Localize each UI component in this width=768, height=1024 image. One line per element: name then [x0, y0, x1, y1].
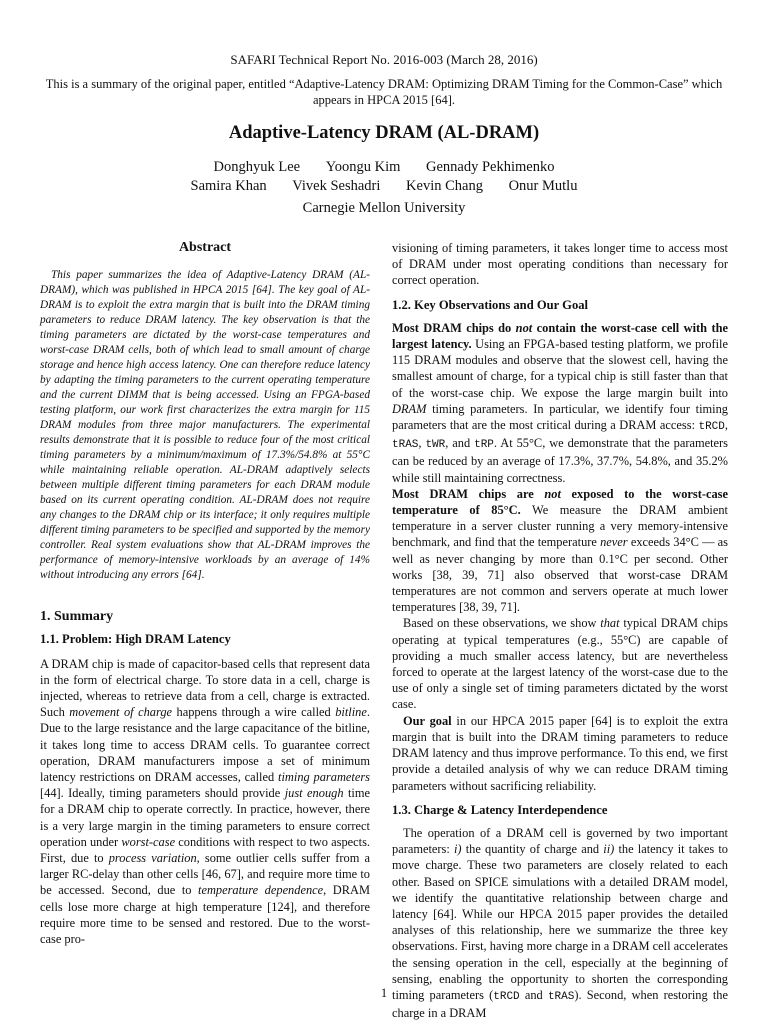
author: Yoongu Kim — [325, 159, 401, 175]
body-paragraph: Based on these observations, we show that typical DRAM chips operating at typical temperatures (e.g., 55°C) are capable of providing a much smaller access latency, but are nevertheless forced to operate at the largest latency of the worst-case due to the use of only a single set of timing parameters dictated by the worst case. — [392, 616, 728, 712]
abstract-heading: Abstract — [178, 240, 232, 255]
abstract-text: This paper summarizes the idea of Adaptive-Latency DRAM (AL-DRAM), which was published in HPCA 2015 [64]. The key goal of AL-DRAM is to exploit the extra margin that is built into the DRAM timing parameters to reduce DRAM latency. The key observation is that the timing parameters are dictated by the worst-case temperatures and worst-case DRAM cells, both of which lead to small amount of charge storage and hence high access latency. One can therefore reduce latency by adapting the timing parameters to the current operating temperature and the current DIMM that is being accessed. Using an FPGA-based testing platform, our work first characterizes the extra margin for 115 DRAM modules from three major manufacturers. The experimental results demonstrate that it is possible to reduce four of the most critical timing parameters by a minimum/maximum of 17.3%/54.8% at 55°C while maintaining reliable operation. AL-DRAM adaptively selects between multiple different timing parameters for each DRAM module based on its current operating condition. AL-DRAM does not require any changes to the DRAM chip or its interface; it only requires multiple different timing parameters to be specified and supported by the memory controller. Real system evaluations show that AL-DRAM improves the performance of memory-intensive workloads by an average of 14% without introducing any errors [64]. — [40, 269, 370, 582]
paper-title: Adaptive-Latency DRAM (AL-DRAM) — [228, 123, 540, 143]
subsection-heading: 1.2. Key Observations and Our Goal — [392, 297, 589, 312]
author: Onur Mutlu — [508, 178, 578, 194]
body-paragraph: A DRAM chip is made of capacitor-based cells that represent data in the form of electrical charge. To store data in a cell, charge is injected, whereas to retrieve data from a cell, charge is extracted. Such movement of charge happens through a wire called bitline. Due to the large resistance and the large capacitance of the bitline, it takes long time to access DRAM cells. To guarantee correct operation, DRAM manufacturers impose a set of minimum latency restrictions on DRAM accesses, called timing parameters [44]. Ideally, timing parameters should provide just enough time for a DRAM chip to operate correctly. In practice, however, there is a very large margin in the timing parameters to ensure correct operation under worst-case conditions with respect to two aspects. First, due to process variation, some outlier cells suffer from a larger RC-delay than other cells [46, 67], and require more time to be accessed. Second, due to temperature dependence, DRAM cells lose more charge at high temperature [124], and therefore require more time to be sensed and restored. Due to the worst-case pro- — [40, 656, 370, 947]
right-column — [392, 240, 728, 1021]
body-paragraph: The operation of a DRAM cell is governed by two important parameters: i) the quantity of charge and ii) the latency it takes to move charge. These two parameters are closely related to each other. Based on SPICE simulations with a detailed DRAM model, we identify the quantitative relationship between charge and latency [64]. While our HPCA 2015 paper provides the detailed analyses of this relationship, here we summarize the three key observations. First, having more charge in a DRAM cell accelerates the sensing operation in the cell, especially at the beginning of sensing, enabling the opportunity to shorten the corresponding timing parameters (tRCD and tRAS). Second, when restoring the charge in a DRAM — [392, 825, 729, 1021]
affiliation: Carnegie Mellon University — [302, 200, 466, 216]
author: Kevin Chang — [406, 178, 483, 194]
summary-note: This is a summary of the original paper, entitled “Adaptive-Latency DRAM: Optimizing DRAM Timing for the Common-Case” which appears in HPCA 2015 [64]. — [45, 77, 723, 107]
author: Gennady Pekhimenko — [426, 159, 555, 175]
report-header: SAFARI Technical Report No. 2016-003 (March 28, 2016) — [230, 52, 538, 67]
author: Vivek Seshadri — [292, 178, 381, 194]
body-paragraph: Most DRAM chips are not exposed to the worst-case temperature of 85°C. We measure the DRAM ambient temperature in a server cluster running a very memory-intensive benchmark, and find that the temperature never exceeds 34°C — as well as never changing by more than 0.1°C per second. Other works [38, 39, 71] also observed that worst-case DRAM temperatures are not common and servers operate at much lower temperatures [38, 39, 71]. — [392, 486, 728, 615]
subsection-heading: 1.3. Charge & Latency Interdependence — [392, 802, 608, 817]
left-column — [40, 236, 370, 947]
body-paragraph: Most DRAM chips do not contain the worst-case cell with the largest latency. Using an FPGA-based testing platform, we profile 115 DRAM modules and observe that the slowest cell, having the smallest amount of charge, for a typical chip is still faster than that of the worst-case chip. We expose the large margin built into DRAM timing parameters. In particular, we identify four timing parameters that are the most critical during a DRAM access: tRCD, tRAS, tWR, and tRP. At 55°C, we demonstrate that the parameters can be reduced by an average of 17.3%, 37.7%, 54.8%, and 35.2% while still maintaining correctness. — [392, 320, 729, 485]
author-row-2 — [0, 177, 768, 196]
author-row-1 — [0, 158, 768, 177]
author: Donghyuk Lee — [213, 159, 301, 175]
page-number: 1 — [380, 986, 388, 1000]
author-list — [0, 158, 768, 196]
section-heading: 1. Summary — [40, 609, 114, 625]
body-paragraph: Our goal in our HPCA 2015 paper [64] is to exploit the extra margin that is built into the DRAM timing parameters to reduce DRAM latency and thus improve performance. To this end, we first provide a detailed analysis of why we can reduce DRAM timing parameters without sacrificing reliability. — [392, 713, 728, 793]
author: Samira Khan — [190, 178, 267, 194]
subsection-heading: 1.1. Problem: High DRAM Latency — [40, 632, 231, 647]
body-paragraph: visioning of timing parameters, it takes longer time to access most of DRAM under most operating conditions than necessary for correct operation. — [392, 241, 728, 288]
